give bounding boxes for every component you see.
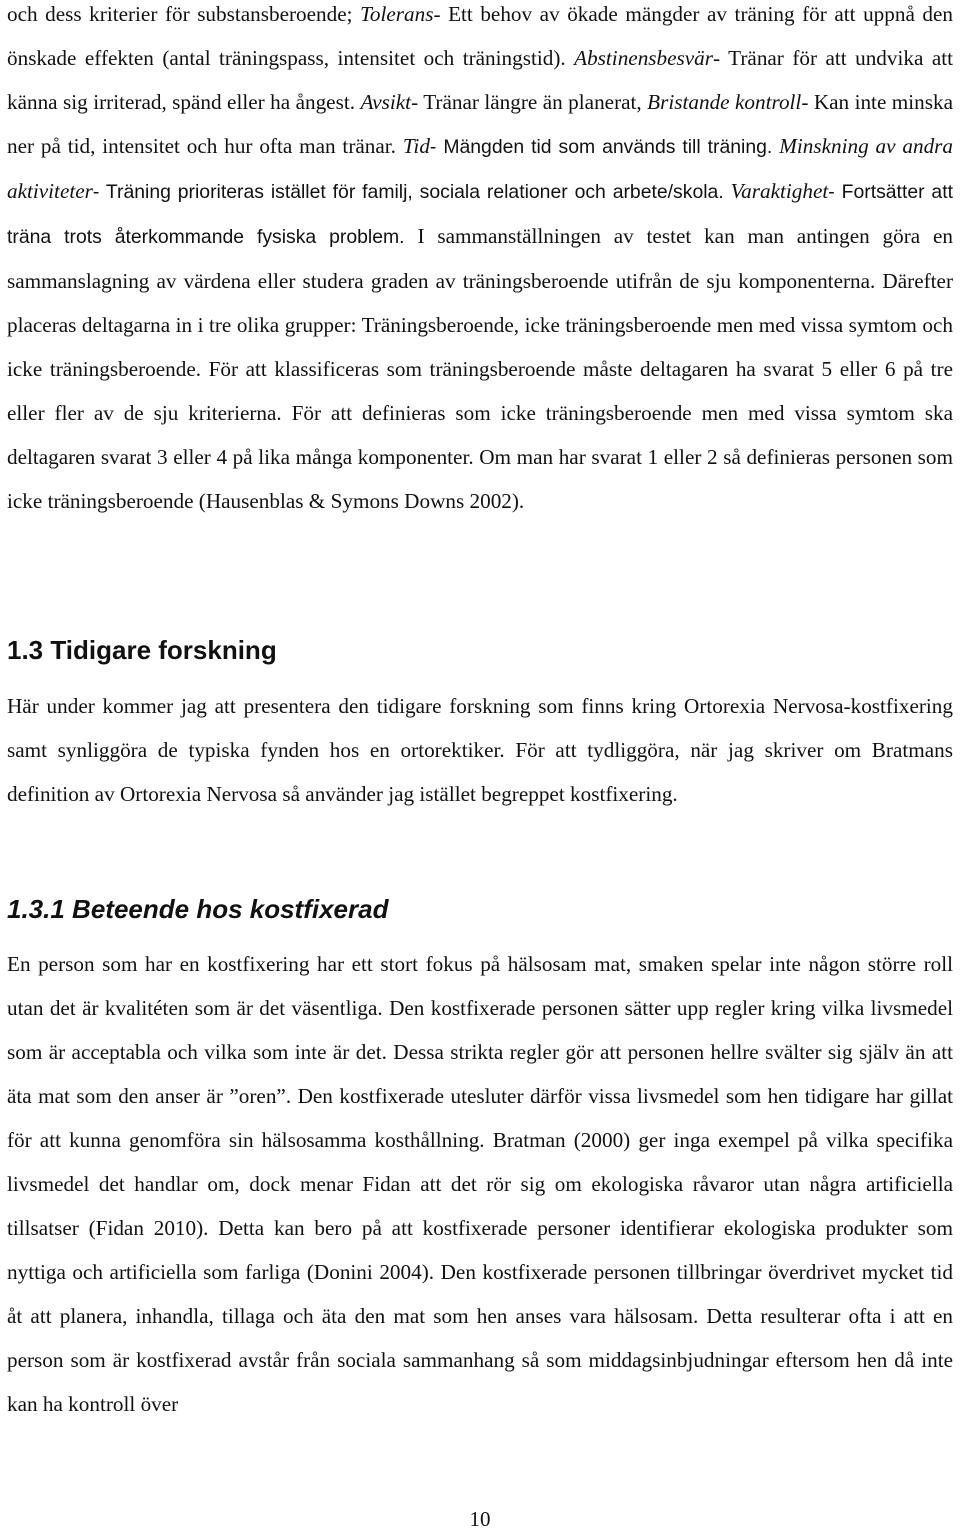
section-heading-tidigare-forskning: 1.3 Tidigare forskning xyxy=(7,635,277,665)
text-run: - Mängden tid som används till träning. xyxy=(429,136,780,158)
term-varaktighet: Varaktighet xyxy=(730,179,829,203)
term-tid: Tid xyxy=(402,134,430,158)
text-run: och dess kriterier för substansberoende; xyxy=(7,2,361,26)
paragraph-tidigare-forskning: Här under kommer jag att presentera den tidigare forskning som finns kring Ortorexia Nervosa-kostfixering samt synliggöra de typiska fynden hos en ortorektiker. För att tydliggöra, när jag skriver om Bratmans definition av Ortorexia Nervosa så använder jag istället begreppet kostfixering. xyxy=(7,694,953,806)
text-run: - Träning prioriteras istället för familj, sociala relationer och arbete/skola. xyxy=(92,181,731,203)
section-heading-beteende: 1.3.1 Beteende hos kostfixerad xyxy=(7,894,389,924)
text-run: - Fortsätter att träna trots återkommande fysiska problem. xyxy=(7,181,953,248)
text-run: I sammanställningen av testet kan man antingen göra en sammanslagning av värdena eller studera graden av träningsberoende utifrån de sju komponenterna. Därefter placeras deltagarna in i tre olika grupper: Träningsberoende, icke träningsberoende men med vissa symtom och icke träningsberoende. För att klassificeras som träningsberoende måste deltagaren ha svarat 5 eller 6 på tre eller fler av de sju kriterierna. För att definieras som icke träningsberoende men med vissa symtom ska deltagaren svarat 3 eller 4 på lika många komponenter. Om man har svarat 1 eller 2 så definieras personen som icke träningsberoende (Hausenblas & Symons Downs 2002). xyxy=(7,224,953,513)
page-number: 10 xyxy=(469,1507,491,1531)
text-run: - Tränar längre än planerat, xyxy=(411,90,648,114)
text-run: - Ett behov av ökade mängder av träning för att uppnå den önskade effekten (antal träningspass, intensitet och träningstid). xyxy=(7,2,953,70)
paragraph-beteende: En person som har en kostfixering har ett stort fokus på hälsosam mat, smaken spelar inte någon större roll utan det är kvalitéten som är det väsentliga. Den kostfixerade personen sätter upp regler kring vilka livsmedel som är acceptabla och vilka som inte är det. Dessa strikta regler gör att personen hellre svälter sig själv än att äta mat som den anser är ”oren”. Den kostfixerade utesluter därför vissa livsmedel som hen tidigare har gillat för att kunna genomföra sin hälsosamma kosthållning. Bratman (2000) ger inga exempel på vilka specifika livsmedel det handlar om, dock menar Fidan att det rör sig om ekologiska råvaror utan några artificiella tillsatser (Fidan 2010). Detta kan bero på att kostfixerade personer identifierar ekologiska produkter som nyttiga och artificiella som farliga (Donini 2004). Den kostfixerade personen tillbringar överdrivet mycket tid åt att planera, inhandla, tillaga och äta den mat som hen anses vara hälsosam. Detta resulterar ofta i att en person som är kostfixerad avstår från sociala sammanhang så som middagsinbjudningar eftersom hen då inte kan ha kontroll över xyxy=(7,952,953,1416)
text-run: - Kan inte minska ner på tid, intensitet och hur ofta man tränar. xyxy=(7,90,953,158)
term-avsikt: Avsikt xyxy=(360,90,412,114)
paragraph-exercise-dependence-criteria xyxy=(7,0,953,523)
term-abstinensbesvar: Abstinensbesvär xyxy=(574,46,714,70)
term-minskning: Minskning av andra aktiviteter xyxy=(7,134,953,203)
term-bristande-kontroll: Bristande kontroll xyxy=(647,90,802,114)
text-run: - Tränar för att undvika att känna sig irriterad, spänd eller ha ångest. xyxy=(7,46,953,114)
term-tolerans: Tolerans xyxy=(360,2,434,26)
